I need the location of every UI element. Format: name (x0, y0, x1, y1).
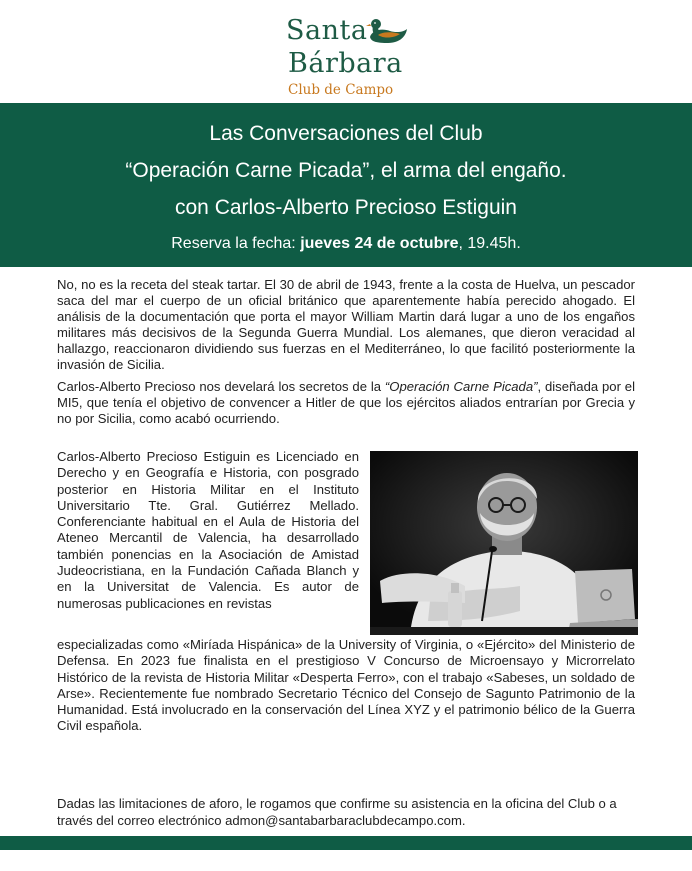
event-series-title: Las Conversaciones del Club (209, 122, 483, 145)
intro-paragraph: No, no es la receta del steak tartar. El 30 de abril de 1943, frente a la costa de Huelva, un pescador saca del mar el cuerpo de un oficial británico que aparentemente había perecido ahogado. El análisis de la documentación que porta el mayor William Martin dará lugar a uno de los engaños militares más decisivos de la Segunda Guerra Mundial. Los alemanes, que dieron veracidad al hallazgo, reaccionaron dividiendo sus fuerzas en el Mediterráneo, lo que facilitó posteriormente la invasión de Sicilia. (57, 277, 635, 372)
p2-after: , diseñada por el MI5, que tenía el objetivo de convencer a Hitler de que los ejércitos aliados entrarían por Grecia y no por Sicilia, como acabó ocurriendo. (57, 379, 635, 426)
logo-text-barbara: Bárbara (288, 48, 403, 79)
date-suffix: , 19.45h. (458, 235, 521, 252)
rsvp-note: Dadas las limitaciones de aforo, le rogamos que confirme su asistencia en la oficina del Club o a través del correo electrónico admon@santabarbaraclubdecampo.com. (57, 796, 617, 828)
speaker-photo-illustration (370, 451, 638, 635)
club-logo (0, 12, 692, 102)
logo-text-santa: Santa (286, 15, 368, 46)
event-date-line (0, 234, 692, 254)
duck-icon (366, 16, 408, 46)
footer-bar (0, 836, 692, 850)
event-banner (0, 103, 692, 267)
logo-mark (286, 12, 410, 102)
p2-before: Carlos-Alberto Precioso nos develará los secretos de la (57, 379, 385, 394)
logo-text-club: Club de Campo (288, 82, 394, 98)
p2-italic: “Operación Carne Picada” (384, 379, 538, 394)
speaker-bio-part2: especializadas como «Miríada Hispánica» de la University of Virginia, o «Ejército» del Ministerio de Defensa. En 2023 fue finalista en el prestigioso V Concurso de Microensayo y Microrrelato Histórico de la revista de Historia Militar «Desperta Ferro», con el trabajo «Sabeses, un soldado de Arse». Recientemente fue nombrado Secretario Técnico del Consejo de Sagunto Patrimonio de la Humanidad. Está involucrado en la conservación del Línea XYZ y el patrimonio bélico de la Guerra Civil española. (57, 637, 635, 734)
speaker-bio-part1: Carlos-Alberto Precioso Estiguin es Licenciado en Derecho y en Geografía e Historia, con posgrado posterior en Historia Militar en el Instituto Universitario Tte. Gral. Gutiérrez Mellado. Conferenciante habitual en el Aula de Historia del Ateneo Mercantil de Valencia, ha desarrollado también ponencias en la Asociación de Amistad Judeocristiana, en la Fundación Cañada Blanch y en la Universitat de Valencia. Es autor de numerosas publicaciones en revistas (57, 449, 359, 611)
date-prefix: Reserva la fecha: (171, 235, 301, 252)
speaker-photo (370, 451, 638, 635)
date-bold: jueves 24 de octubre (300, 235, 459, 252)
event-speaker: con Carlos-Alberto Precioso Estiguin (175, 196, 517, 219)
intro-paragraph-2 (57, 379, 635, 427)
event-talk-title: “Operación Carne Picada”, el arma del engaño. (125, 159, 567, 182)
